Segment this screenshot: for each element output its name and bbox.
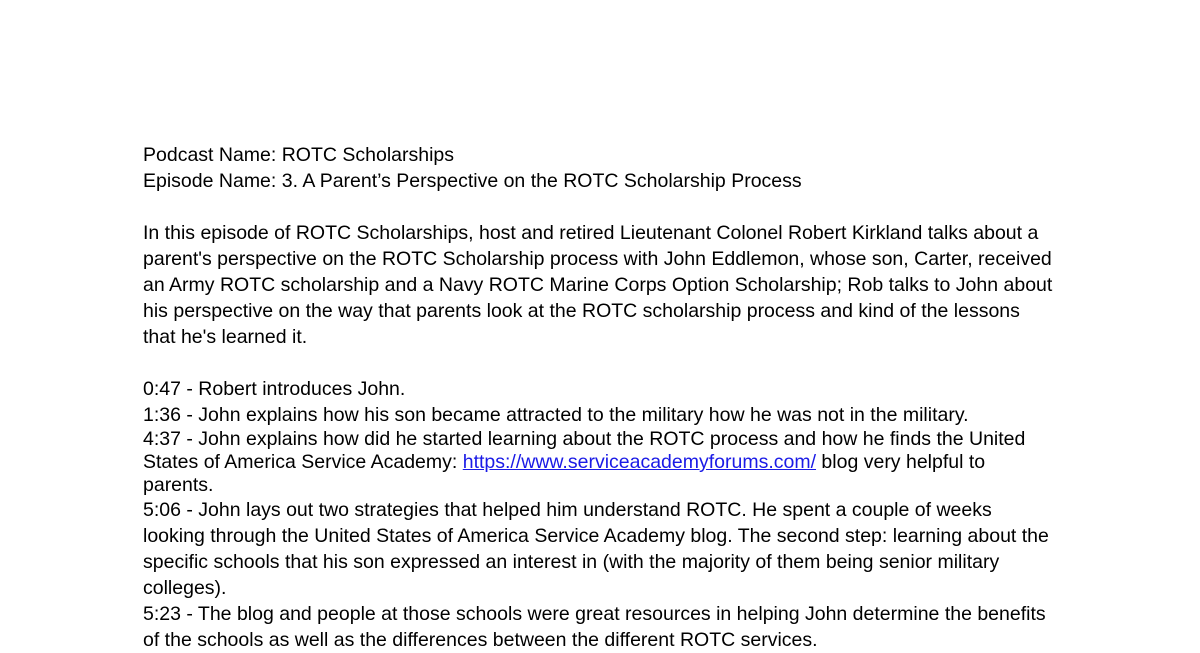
- timestamp-line: specific schools that his son expressed an interest in (with the majority of them being senior military: [143, 551, 1000, 573]
- episode-name: Episode Name: 3. A Parent’s Perspective on the ROTC Scholarship Process: [143, 170, 802, 192]
- timestamp-entry: [143, 428, 1073, 497]
- timestamp-entry: [143, 497, 1073, 601]
- timestamp-list: [143, 376, 1073, 653]
- service-academy-forums-link[interactable]: https://www.serviceacademyforums.com/: [462, 451, 817, 473]
- summary-line: his perspective on the way that parents look at the ROTC scholarship process and kind of the lessons: [143, 300, 1020, 322]
- timestamp-line: 4:37 - John explains how did he started learning about the ROTC process and how he finds the United: [143, 428, 1026, 450]
- summary-line: an Army ROTC scholarship and a Navy ROTC Marine Corps Option Scholarship; Rob talks to John about: [143, 274, 1053, 296]
- timestamp-text: blog very helpful to: [816, 451, 986, 473]
- summary-line: parent's perspective on the ROTC Scholarship process with John Eddlemon, whose son, Carter, received: [143, 248, 1052, 270]
- podcast-name: Podcast Name: ROTC Scholarships: [143, 144, 455, 166]
- timestamp-entry: 0:47 - Robert introduces John.: [143, 378, 406, 400]
- timestamp-line: parents.: [143, 474, 214, 496]
- timestamp-line: [143, 451, 1073, 474]
- spacer: [143, 194, 1073, 220]
- summary-line: In this episode of ROTC Scholarships, host and retired Lieutenant Colonel Robert Kirkland talks about a: [143, 222, 1039, 244]
- timestamp-entry: [143, 601, 1073, 653]
- timestamp-line: colleges).: [143, 577, 227, 599]
- document-page: [143, 142, 1073, 653]
- timestamp-line: 5:23 - The blog and people at those schools were great resources in helping John determine the benefits: [143, 603, 1046, 625]
- timestamp-line: 5:06 - John lays out two strategies that helped him understand ROTC. He spent a couple of weeks: [143, 499, 992, 521]
- summary-line: that he's learned it.: [143, 326, 308, 348]
- timestamp-text: States of America Service Academy:: [143, 451, 463, 473]
- timestamp-entry: 1:36 - John explains how his son became attracted to the military how he was not in the military.: [143, 404, 969, 426]
- timestamp-line: of the schools as well as the differences between the different ROTC services.: [143, 629, 818, 651]
- spacer: [143, 350, 1073, 376]
- episode-summary: [143, 220, 1073, 350]
- timestamp-line: looking through the United States of America Service Academy blog. The second step: learning about the: [143, 525, 1049, 547]
